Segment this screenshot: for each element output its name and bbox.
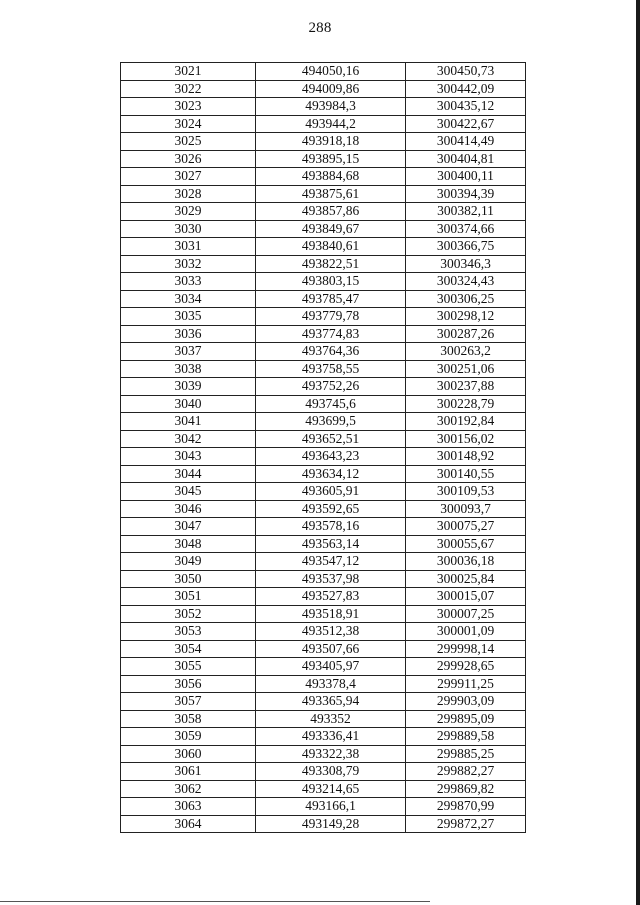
table-row [121,325,526,343]
x-coordinate-cell: 493984,3 [256,98,406,116]
y-coordinate-cell: 300251,06 [406,360,526,378]
y-coordinate-cell: 300263,2 [406,343,526,361]
x-coordinate-cell: 493352 [256,710,406,728]
point-number-cell: 3048 [121,535,256,553]
x-coordinate-cell: 493563,14 [256,535,406,553]
point-number-cell: 3038 [121,360,256,378]
y-coordinate-cell: 300414,49 [406,133,526,151]
point-number-cell: 3044 [121,465,256,483]
table-row [121,518,526,536]
point-number-cell: 3056 [121,675,256,693]
y-coordinate-cell: 299869,82 [406,780,526,798]
table-row [121,273,526,291]
table-row [121,290,526,308]
point-number-cell: 3036 [121,325,256,343]
point-number-cell: 3030 [121,220,256,238]
y-coordinate-cell: 300140,55 [406,465,526,483]
table-row [121,150,526,168]
point-number-cell: 3057 [121,693,256,711]
y-coordinate-cell: 300148,92 [406,448,526,466]
x-coordinate-cell: 493547,12 [256,553,406,571]
y-coordinate-cell: 300237,88 [406,378,526,396]
x-coordinate-cell: 493512,38 [256,623,406,641]
y-coordinate-cell: 300228,79 [406,395,526,413]
y-coordinate-cell: 300400,11 [406,168,526,186]
point-number-cell: 3052 [121,605,256,623]
point-number-cell: 3055 [121,658,256,676]
table-row [121,343,526,361]
table-row [121,168,526,186]
x-coordinate-cell: 493537,98 [256,570,406,588]
table-row [121,255,526,273]
x-coordinate-cell: 493752,26 [256,378,406,396]
x-coordinate-cell: 493803,15 [256,273,406,291]
point-number-cell: 3031 [121,238,256,256]
point-number-cell: 3062 [121,780,256,798]
x-coordinate-cell: 493840,61 [256,238,406,256]
point-number-cell: 3064 [121,815,256,833]
point-number-cell: 3028 [121,185,256,203]
x-coordinate-cell: 493944,2 [256,115,406,133]
table-row [121,360,526,378]
point-number-cell: 3033 [121,273,256,291]
table-row [121,483,526,501]
coordinates-table [120,62,526,833]
x-coordinate-cell: 493652,51 [256,430,406,448]
point-number-cell: 3024 [121,115,256,133]
point-number-cell: 3051 [121,588,256,606]
y-coordinate-cell: 300192,84 [406,413,526,431]
table-row [121,728,526,746]
y-coordinate-cell: 300442,09 [406,80,526,98]
table-row [121,378,526,396]
y-coordinate-cell: 300435,12 [406,98,526,116]
y-coordinate-cell: 299911,25 [406,675,526,693]
y-coordinate-cell: 300404,81 [406,150,526,168]
y-coordinate-cell: 299998,14 [406,640,526,658]
table-row [121,710,526,728]
table-row [121,115,526,133]
y-coordinate-cell: 300007,25 [406,605,526,623]
y-coordinate-cell: 300394,39 [406,185,526,203]
table-row [121,465,526,483]
y-coordinate-cell: 299882,27 [406,763,526,781]
point-number-cell: 3050 [121,570,256,588]
x-coordinate-cell: 493822,51 [256,255,406,273]
table-row [121,570,526,588]
table-row [121,500,526,518]
table-row [121,63,526,81]
scan-bottom-line [0,901,430,902]
point-number-cell: 3060 [121,745,256,763]
point-number-cell: 3023 [121,98,256,116]
table-row [121,133,526,151]
x-coordinate-cell: 493774,83 [256,325,406,343]
table-row [121,413,526,431]
y-coordinate-cell: 300287,26 [406,325,526,343]
x-coordinate-cell: 493405,97 [256,658,406,676]
x-coordinate-cell: 493779,78 [256,308,406,326]
x-coordinate-cell: 493507,66 [256,640,406,658]
x-coordinate-cell: 493745,6 [256,395,406,413]
x-coordinate-cell: 493785,47 [256,290,406,308]
x-coordinate-cell: 493527,83 [256,588,406,606]
table-row [121,395,526,413]
x-coordinate-cell: 493699,5 [256,413,406,431]
y-coordinate-cell: 299870,99 [406,798,526,816]
point-number-cell: 3054 [121,640,256,658]
y-coordinate-cell: 299872,27 [406,815,526,833]
x-coordinate-cell: 493758,55 [256,360,406,378]
y-coordinate-cell: 300366,75 [406,238,526,256]
y-coordinate-cell: 299928,65 [406,658,526,676]
point-number-cell: 3035 [121,308,256,326]
table-row [121,238,526,256]
y-coordinate-cell: 300025,84 [406,570,526,588]
table-row [121,745,526,763]
y-coordinate-cell: 300055,67 [406,535,526,553]
table-row [121,588,526,606]
y-coordinate-cell: 300324,43 [406,273,526,291]
point-number-cell: 3034 [121,290,256,308]
table-row [121,798,526,816]
y-coordinate-cell: 300374,66 [406,220,526,238]
point-number-cell: 3061 [121,763,256,781]
x-coordinate-cell: 493764,36 [256,343,406,361]
scan-edge-shadow [636,0,640,905]
y-coordinate-cell: 300036,18 [406,553,526,571]
x-coordinate-cell: 493378,4 [256,675,406,693]
y-coordinate-cell: 299885,25 [406,745,526,763]
point-number-cell: 3042 [121,430,256,448]
y-coordinate-cell: 299889,58 [406,728,526,746]
point-number-cell: 3059 [121,728,256,746]
table-row [121,640,526,658]
y-coordinate-cell: 300422,67 [406,115,526,133]
x-coordinate-cell: 493592,65 [256,500,406,518]
point-number-cell: 3063 [121,798,256,816]
y-coordinate-cell: 299895,09 [406,710,526,728]
x-coordinate-cell: 493857,86 [256,203,406,221]
x-coordinate-cell: 493336,41 [256,728,406,746]
point-number-cell: 3039 [121,378,256,396]
table-row [121,80,526,98]
point-number-cell: 3037 [121,343,256,361]
x-coordinate-cell: 493149,28 [256,815,406,833]
table-row [121,430,526,448]
table-row [121,185,526,203]
point-number-cell: 3043 [121,448,256,466]
table-row [121,658,526,676]
point-number-cell: 3027 [121,168,256,186]
x-coordinate-cell: 493322,38 [256,745,406,763]
x-coordinate-cell: 494050,16 [256,63,406,81]
page-number: 288 [308,20,332,36]
point-number-cell: 3053 [121,623,256,641]
x-coordinate-cell: 493895,15 [256,150,406,168]
point-number-cell: 3049 [121,553,256,571]
x-coordinate-cell: 493918,18 [256,133,406,151]
table-row [121,763,526,781]
table-row [121,203,526,221]
x-coordinate-cell: 493643,23 [256,448,406,466]
x-coordinate-cell: 493578,16 [256,518,406,536]
y-coordinate-cell: 300093,7 [406,500,526,518]
table-row [121,623,526,641]
y-coordinate-cell: 300450,73 [406,63,526,81]
table-row [121,780,526,798]
y-coordinate-cell: 300075,27 [406,518,526,536]
table-row [121,98,526,116]
x-coordinate-cell: 493875,61 [256,185,406,203]
point-number-cell: 3022 [121,80,256,98]
point-number-cell: 3045 [121,483,256,501]
point-number-cell: 3046 [121,500,256,518]
y-coordinate-cell: 300298,12 [406,308,526,326]
table-row [121,535,526,553]
point-number-cell: 3025 [121,133,256,151]
point-number-cell: 3058 [121,710,256,728]
x-coordinate-cell: 494009,86 [256,80,406,98]
point-number-cell: 3047 [121,518,256,536]
table-row [121,448,526,466]
x-coordinate-cell: 493518,91 [256,605,406,623]
x-coordinate-cell: 493634,12 [256,465,406,483]
y-coordinate-cell: 300109,53 [406,483,526,501]
point-number-cell: 3041 [121,413,256,431]
point-number-cell: 3029 [121,203,256,221]
point-number-cell: 3032 [121,255,256,273]
x-coordinate-cell: 493166,1 [256,798,406,816]
table-row [121,553,526,571]
y-coordinate-cell: 300001,09 [406,623,526,641]
x-coordinate-cell: 493308,79 [256,763,406,781]
y-coordinate-cell: 300346,3 [406,255,526,273]
table-row [121,675,526,693]
x-coordinate-cell: 493884,68 [256,168,406,186]
point-number-cell: 3026 [121,150,256,168]
x-coordinate-cell: 493214,65 [256,780,406,798]
coordinates-table-body [121,63,526,833]
table-row [121,220,526,238]
y-coordinate-cell: 299903,09 [406,693,526,711]
y-coordinate-cell: 300015,07 [406,588,526,606]
table-row [121,605,526,623]
x-coordinate-cell: 493849,67 [256,220,406,238]
y-coordinate-cell: 300306,25 [406,290,526,308]
x-coordinate-cell: 493605,91 [256,483,406,501]
y-coordinate-cell: 300382,11 [406,203,526,221]
table-row [121,308,526,326]
x-coordinate-cell: 493365,94 [256,693,406,711]
table-row [121,815,526,833]
point-number-cell: 3040 [121,395,256,413]
y-coordinate-cell: 300156,02 [406,430,526,448]
point-number-cell: 3021 [121,63,256,81]
table-row [121,693,526,711]
